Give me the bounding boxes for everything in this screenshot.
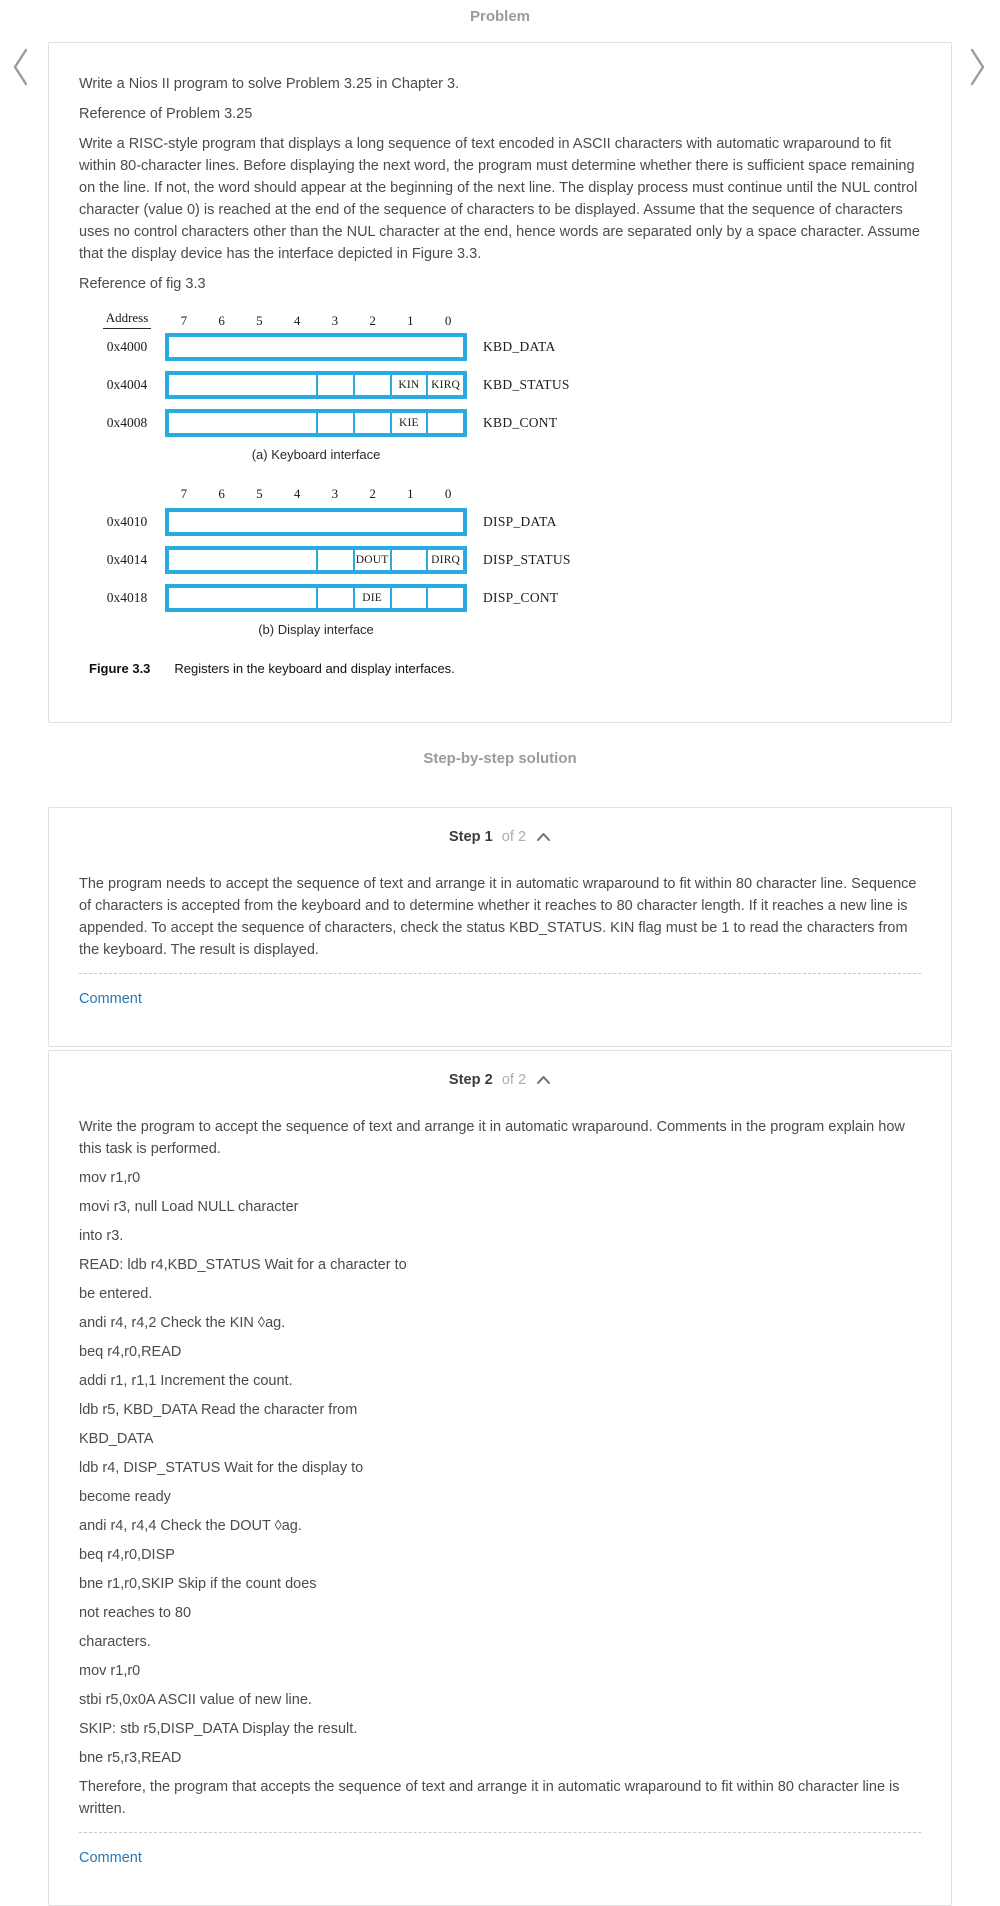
figure-header-row — [89, 309, 649, 329]
step-paragraph: ldb r4, DISP_STATUS Wait for the display to — [79, 1460, 364, 1476]
next-button[interactable] — [964, 46, 990, 88]
comment-row — [49, 990, 951, 1008]
register-cell — [316, 588, 353, 608]
step-paragraph: become ready — [79, 1489, 171, 1505]
register-cell: DIE — [353, 588, 390, 608]
register-name: DISP_STATUS — [483, 552, 571, 567]
step-paragraph: movi r3, null Load NULL character — [79, 1199, 299, 1215]
register-box — [165, 508, 467, 536]
register-cell: KIRQ — [426, 375, 463, 395]
step-paragraph: addi r1, r1,1 Increment the count. — [79, 1373, 293, 1389]
figure-title-line — [89, 661, 649, 676]
step-paragraph: be entered. — [79, 1286, 153, 1302]
bit-label: 2 — [369, 313, 376, 328]
step-paragraph: beq r4,r0,DISP — [79, 1547, 175, 1563]
step-paragraph: READ: ldb r4,KBD_STATUS Wait for a character to — [79, 1257, 407, 1273]
register-cell — [426, 413, 463, 433]
register-cell — [316, 413, 353, 433]
bit-labels-row — [165, 313, 467, 329]
register-box — [165, 584, 467, 612]
register-address: 0x4000 — [106, 339, 148, 354]
step-paragraph: beq r4,r0,READ — [79, 1344, 182, 1360]
step-card — [48, 1050, 952, 1906]
register-box — [165, 409, 467, 437]
step-body — [49, 1116, 951, 1820]
step-paragraph: KBD_DATA — [79, 1431, 154, 1447]
bit-label: 7 — [180, 486, 188, 501]
register-address: 0x4010 — [106, 514, 148, 529]
step-paragraph: bne r1,r0,SKIP Skip if the count does — [79, 1576, 317, 1592]
register-box — [165, 333, 467, 361]
collapse-step-button[interactable] — [536, 1073, 551, 1088]
step-paragraph: Therefore, the program that accepts the sequence of text and arrange it in automatic wraparound to fit within 80 character line is written. — [79, 1779, 900, 1817]
register-cell — [353, 413, 390, 433]
step-header — [49, 1051, 951, 1088]
address-header-label: Address — [103, 310, 152, 329]
register-box — [165, 371, 467, 399]
step-paragraph: The program needs to accept the sequence of text and arrange it in automatic wraparound to fit within 80 character line. Sequence of characters is accepted from the keyboard and to determine whether it reaches to 80 character length. If it reaches a new line is appended. To accept the sequence of characters, check the status KBD_STATUS. KIN flag must be 1 to read the characters from the keyboard. The result is displayed. — [79, 876, 917, 958]
register-name: KBD_DATA — [483, 339, 556, 354]
register-cell: DIRQ — [426, 550, 463, 570]
register-cell — [390, 588, 427, 608]
register-cell — [390, 550, 427, 570]
comment-link[interactable]: Comment — [79, 1850, 142, 1866]
problem-reference-label: Reference of Problem 3.25 — [79, 106, 253, 122]
register-row — [89, 409, 649, 437]
solution-section-title: Step-by-step solution — [423, 750, 577, 767]
step-paragraph: mov r1,r0 — [79, 1170, 141, 1186]
display-registers — [89, 508, 649, 612]
address-column-header — [89, 309, 165, 329]
bit-label: 1 — [407, 486, 414, 501]
register-box — [165, 546, 467, 574]
comment-link[interactable]: Comment — [79, 991, 142, 1007]
prev-button[interactable] — [8, 46, 34, 88]
register-row — [89, 546, 649, 574]
step-header — [49, 808, 951, 845]
register-cell — [353, 375, 390, 395]
bit-label: 6 — [218, 486, 225, 501]
step-paragraph: ldb r5, KBD_DATA Read the character from — [79, 1402, 358, 1418]
bit-label: 0 — [444, 313, 452, 328]
step-title: Step 1 — [448, 829, 493, 845]
register-address: 0x4008 — [106, 415, 148, 430]
bit-label: 7 — [180, 313, 188, 328]
register-name: DISP_CONT — [483, 590, 559, 605]
step-paragraph: andi r4, r4,2 Check the KIN ◊ag. — [79, 1315, 286, 1331]
bit-labels-row — [165, 486, 467, 502]
bit-label: 6 — [218, 313, 225, 328]
register-cell — [316, 375, 353, 395]
register-name: KBD_STATUS — [483, 377, 570, 392]
bit-label: 2 — [369, 486, 376, 501]
step-paragraph: andi r4, r4,4 Check the DOUT ◊ag. — [79, 1518, 302, 1534]
chevron-right-icon — [965, 76, 989, 91]
register-cell — [426, 588, 463, 608]
bit-label: 5 — [256, 313, 263, 328]
step-count: of 2 — [497, 1072, 527, 1088]
figure-label: Figure 3.3 — [89, 661, 151, 676]
step-body — [49, 873, 951, 961]
chevron-up-icon — [536, 1073, 551, 1088]
register-cell — [169, 588, 316, 608]
problem-card — [48, 42, 952, 723]
step-paragraph: stbi r5,0x0A ASCII value of new line. — [79, 1692, 312, 1708]
step-paragraph: SKIP: stb r5,DISP_DATA Display the result. — [79, 1721, 358, 1737]
bit-label: 3 — [331, 486, 339, 501]
problem-reference-text: Write a RISC-style program that displays a long sequence of text encoded in ASCII characters with automatic wraparound to fit within 80-character lines. Before displaying the next word, the program must determine whether there is sufficient space remaining on the line. If not, the word should appear at the beginning of the next line. The display process must continue until the NUL control character (value 0) is reached at the end of the sequence of characters to be displayed. Assume that the sequence of characters uses no control characters other than the NUL character at the end, hence words are separated only by a space character. Assume that the display device has the interface depicted in Figure 3.3. — [79, 136, 920, 262]
register-cell — [169, 550, 316, 570]
register-row — [89, 333, 649, 361]
register-cell: KIE — [390, 413, 427, 433]
register-row — [89, 371, 649, 399]
bit-label: 0 — [444, 486, 452, 501]
register-cell: DOUT — [353, 550, 390, 570]
step-count: of 2 — [497, 829, 527, 845]
bit-label: 1 — [407, 313, 414, 328]
problem-section-title: Problem — [469, 8, 530, 25]
step-paragraph: mov r1,r0 — [79, 1663, 141, 1679]
comment-row — [49, 1849, 951, 1867]
dashed-divider — [79, 973, 921, 974]
register-name: KBD_CONT — [483, 415, 558, 430]
register-cell — [316, 550, 353, 570]
display-caption: (b) Display interface — [258, 622, 374, 637]
register-row — [89, 508, 649, 536]
chevron-left-icon — [9, 76, 33, 91]
register-cell: KIN — [390, 375, 427, 395]
register-row — [89, 584, 649, 612]
register-address: 0x4004 — [106, 377, 148, 392]
figure-caption: Registers in the keyboard and display interfaces. — [174, 661, 455, 676]
bit-label: 5 — [256, 486, 263, 501]
register-address: 0x4018 — [106, 590, 148, 605]
dashed-divider — [79, 1832, 921, 1833]
keyboard-caption: (a) Keyboard interface — [251, 447, 381, 462]
chevron-up-icon — [536, 830, 551, 845]
bit-label: 3 — [331, 313, 339, 328]
register-cell — [169, 375, 316, 395]
collapse-step-button[interactable] — [536, 830, 551, 845]
problem-statement: Write a Nios II program to solve Problem 3.25 in Chapter 3. — [79, 76, 460, 92]
figure-reference-label: Reference of fig 3.3 — [79, 276, 206, 292]
bit-label: 4 — [293, 313, 301, 328]
register-address: 0x4014 — [106, 552, 148, 567]
step-paragraph: bne r5,r3,READ — [79, 1750, 182, 1766]
register-cell — [169, 413, 316, 433]
figure-3-3 — [89, 309, 649, 676]
step-paragraph: characters. — [79, 1634, 151, 1650]
step-title: Step 2 — [448, 1072, 493, 1088]
register-name: DISP_DATA — [483, 514, 557, 529]
bit-label: 4 — [293, 486, 301, 501]
step-card — [48, 807, 952, 1047]
step-paragraph: into r3. — [79, 1228, 124, 1244]
step-paragraph: not reaches to 80 — [79, 1605, 192, 1621]
keyboard-registers — [89, 333, 649, 437]
step-paragraph: Write the program to accept the sequence of text and arrange it in automatic wraparound. Comments in the program explain how this task is performed. — [79, 1119, 905, 1157]
